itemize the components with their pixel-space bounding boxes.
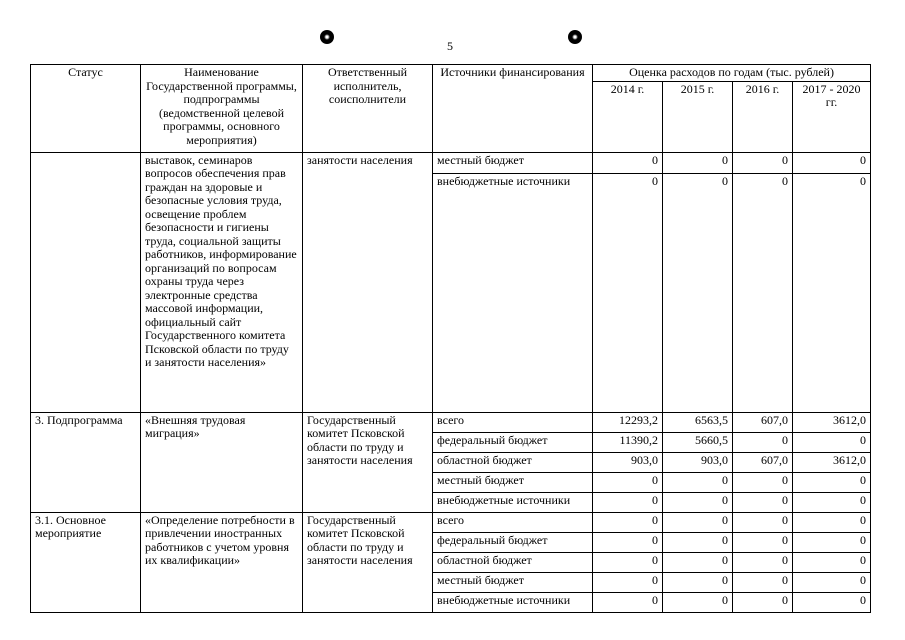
punch-hole-left-icon — [320, 30, 334, 44]
cell-responsible: Государственный комитет Псковской области по труду и занятости населения — [303, 412, 433, 512]
cell-value-2015: 5660,5 — [663, 432, 733, 452]
cell-value-2014: 0 — [593, 512, 663, 532]
cell-source: внебюджетные источники — [433, 173, 593, 412]
cell-value-2016: 0 — [733, 512, 793, 532]
cell-source: всего — [433, 412, 593, 432]
cell-status — [31, 152, 141, 412]
cell-value-2014: 0 — [593, 152, 663, 173]
table-row — [31, 412, 871, 432]
cell-source: областной бюджет — [433, 452, 593, 472]
cell-value-2016: 0 — [733, 552, 793, 572]
cell-name: «Определение потребности в привлечении иностранных работников с учетом уровня их квалификации» — [141, 512, 303, 612]
header-year-2017-2020: 2017 - 2020 гг. — [793, 81, 871, 152]
cell-value-2014: 0 — [593, 572, 663, 592]
cell-responsible: занятости населения — [303, 152, 433, 412]
cell-source: местный бюджет — [433, 572, 593, 592]
cell-value-2017-2020: 0 — [793, 552, 871, 572]
cell-source: всего — [433, 512, 593, 532]
header-year-2014: 2014 г. — [593, 81, 663, 152]
cell-value-2015: 903,0 — [663, 452, 733, 472]
cell-value-2014: 12293,2 — [593, 412, 663, 432]
cell-value-2017-2020: 0 — [793, 152, 871, 173]
cell-value-2014: 0 — [593, 173, 663, 412]
cell-source: федеральный бюджет — [433, 532, 593, 552]
cell-source: внебюджетные источники — [433, 592, 593, 612]
cell-value-2016: 0 — [733, 472, 793, 492]
page-number: 5 — [447, 39, 453, 53]
cell-value-2014: 11390,2 — [593, 432, 663, 452]
cell-value-2016: 0 — [733, 152, 793, 173]
cell-status: 3. Подпрограмма — [31, 412, 141, 512]
cell-value-2015: 0 — [663, 152, 733, 173]
cell-value-2015: 0 — [663, 512, 733, 532]
cell-value-2015: 0 — [663, 552, 733, 572]
table-row — [31, 152, 871, 173]
cell-value-2015: 0 — [663, 492, 733, 512]
cell-value-2016: 0 — [733, 592, 793, 612]
cell-value-2016: 607,0 — [733, 412, 793, 432]
header-sources: Источники финансирования — [433, 65, 593, 153]
cell-value-2017-2020: 0 — [793, 592, 871, 612]
cell-value-2016: 0 — [733, 432, 793, 452]
cell-source: местный бюджет — [433, 152, 593, 173]
cell-value-2017-2020: 3612,0 — [793, 452, 871, 472]
cell-value-2014: 0 — [593, 592, 663, 612]
cell-source: местный бюджет — [433, 472, 593, 492]
header-status: Статус — [31, 65, 141, 153]
cell-value-2014: 0 — [593, 472, 663, 492]
cell-value-2017-2020: 0 — [793, 532, 871, 552]
table-row — [31, 512, 871, 532]
cell-value-2016: 0 — [733, 173, 793, 412]
cell-source: внебюджетные источники — [433, 492, 593, 512]
cell-value-2014: 0 — [593, 532, 663, 552]
cell-value-2017-2020: 0 — [793, 512, 871, 532]
cell-value-2015: 0 — [663, 532, 733, 552]
cell-value-2017-2020: 3612,0 — [793, 412, 871, 432]
cell-value-2016: 607,0 — [733, 452, 793, 472]
punch-hole-right-icon — [568, 30, 582, 44]
header-name: Наименование Государственной программы, подпрограммы (ведомственной целевой программы, основного мероприятия) — [141, 65, 303, 153]
cell-value-2016: 0 — [733, 572, 793, 592]
cell-responsible: Государственный комитет Псковской области по труду и занятости населения — [303, 512, 433, 612]
header-row — [31, 65, 871, 82]
header-year-2015: 2015 г. — [663, 81, 733, 152]
cell-value-2014: 0 — [593, 492, 663, 512]
expenses-table — [30, 64, 871, 613]
cell-value-2016: 0 — [733, 532, 793, 552]
cell-value-2015: 0 — [663, 173, 733, 412]
header-estimate: Оценка расходов по годам (тыс. рублей) — [593, 65, 871, 82]
cell-status: 3.1. Основное мероприятие — [31, 512, 141, 612]
cell-name: выставок, семинаров вопросов обеспечения прав граждан на здоровые и безопасные условия труда, освещение проблем безопасности и гигиены труда, социальной защиты работников, информирование организаций по вопросам охраны труда через электронные средства массовой информации, официальный сайт Государственного комитета Псковской области по труду и занятости населения» — [141, 152, 303, 412]
header-year-2016: 2016 г. — [733, 81, 793, 152]
cell-value-2015: 0 — [663, 592, 733, 612]
cell-value-2014: 903,0 — [593, 452, 663, 472]
cell-name: «Внешняя трудовая миграция» — [141, 412, 303, 512]
cell-value-2017-2020: 0 — [793, 173, 871, 412]
header-responsible: Ответственный исполнитель, соисполнители — [303, 65, 433, 153]
cell-value-2017-2020: 0 — [793, 492, 871, 512]
cell-value-2016: 0 — [733, 492, 793, 512]
cell-source: федеральный бюджет — [433, 432, 593, 452]
cell-value-2017-2020: 0 — [793, 572, 871, 592]
cell-value-2015: 0 — [663, 572, 733, 592]
cell-value-2014: 0 — [593, 552, 663, 572]
cell-value-2017-2020: 0 — [793, 432, 871, 452]
cell-value-2017-2020: 0 — [793, 472, 871, 492]
cell-value-2015: 6563,5 — [663, 412, 733, 432]
cell-value-2015: 0 — [663, 472, 733, 492]
cell-source: областной бюджет — [433, 552, 593, 572]
